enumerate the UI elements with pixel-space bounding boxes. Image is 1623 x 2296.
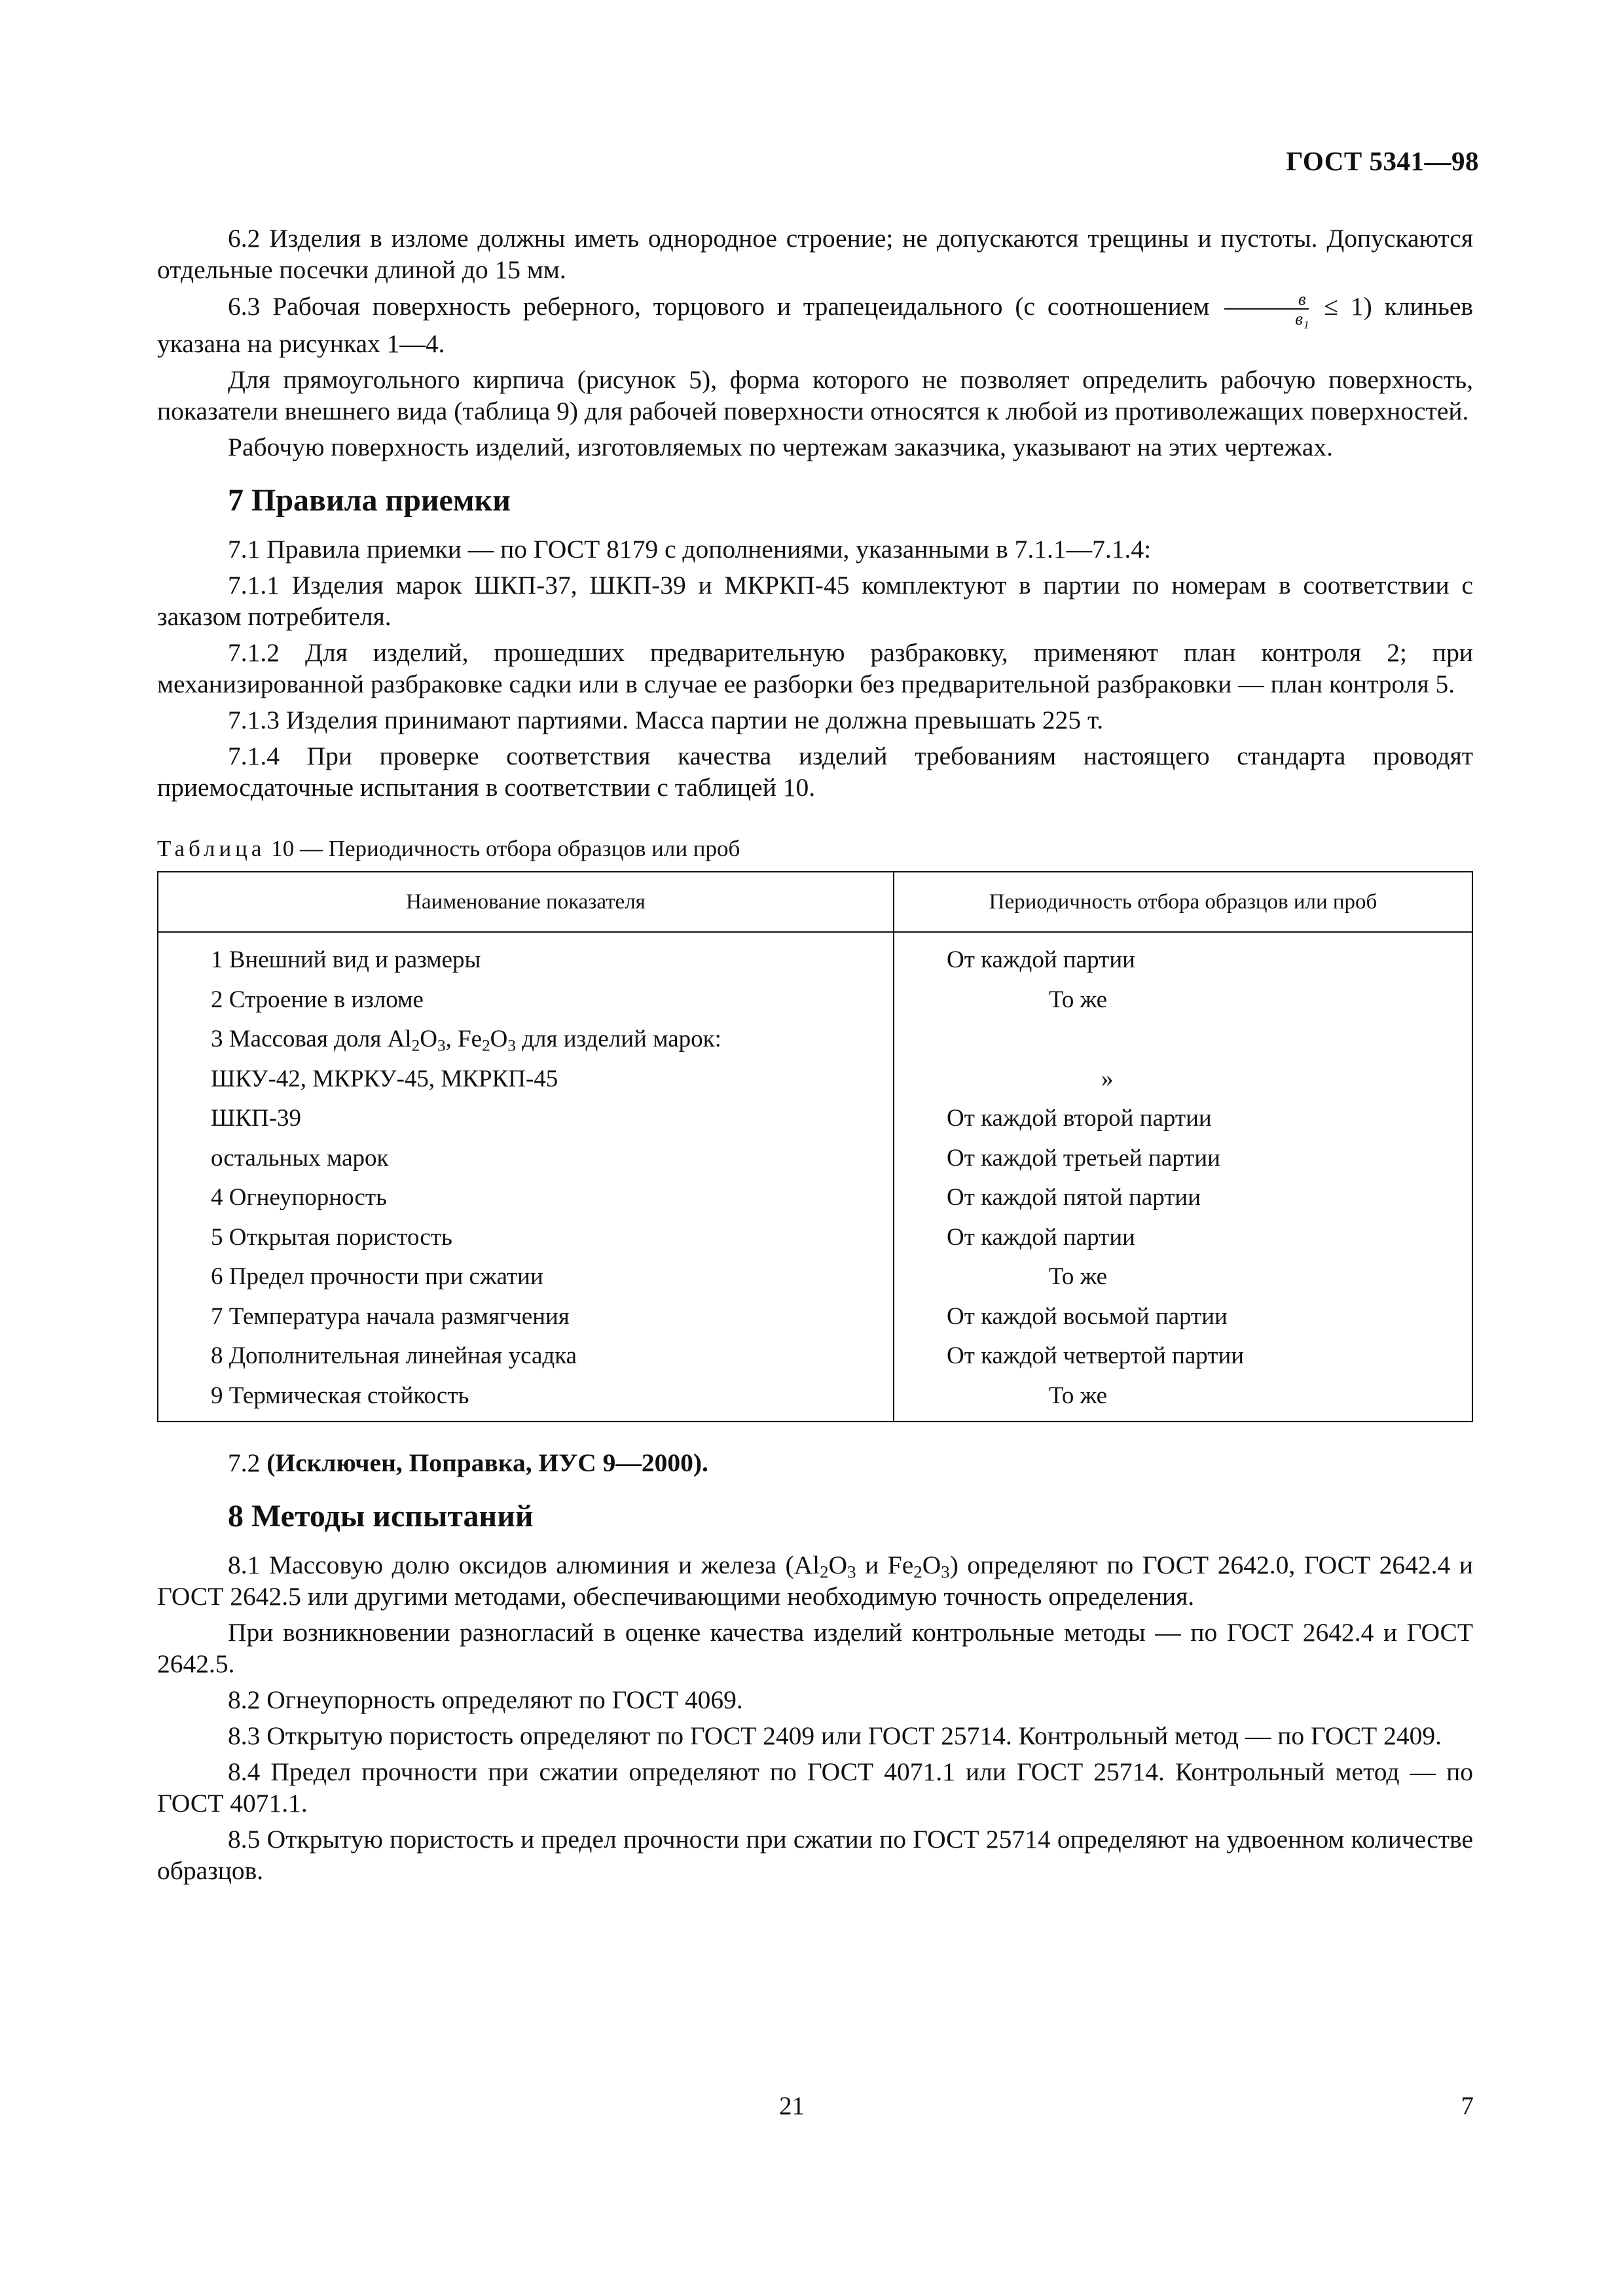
paragraph-7-1-4: 7.1.4 При проверке соответствия качества изделий требованиям настоящего стандарта проводят приемосдаточные испытания в соответствии с таблицей 10. <box>157 742 1473 802</box>
table-row <box>158 1099 1472 1139</box>
table-cell-periodicity: » <box>894 1060 1472 1100</box>
table-row <box>158 1257 1472 1297</box>
table-10 <box>157 871 1473 1422</box>
table-cell-periodicity: От каждой третьей партии <box>894 1139 1472 1179</box>
table-cell-indicator: 5 Открытая пористость <box>158 1218 894 1258</box>
paragraph-6-3-brick: Для прямоугольного кирпича (рисунок 5), форма которого не позволяет определить рабочую поверхность, показатели внешнего вида (таблица 9) для рабочей поверхности относятся к любой из противолежащих поверхностей. <box>157 365 1473 425</box>
subscript: 3 <box>437 1037 446 1055</box>
table-cell-periodicity: От каждой восьмой партии <box>894 1297 1472 1337</box>
table-cell-indicator: остальных марок <box>158 1139 894 1179</box>
table-cell-indicator: 8 Дополнительная линейная усадка <box>158 1336 894 1376</box>
paragraph-6-3-text-end: ≤ 1) клиньев указана на рисунках 1—4. <box>157 292 1474 358</box>
table-row <box>158 1060 1472 1100</box>
paragraph-6-3-customer: Рабочую поверхность изделий, изготовляемых по чертежам заказчика, указывают на этих чертежах. <box>228 433 1334 461</box>
table-caption-label: Таблица <box>157 836 266 861</box>
table-cell-indicator: 9 Термическая стойкость <box>158 1376 894 1422</box>
column-header-periodicity: Периодичность отбора образцов или проб <box>894 872 1472 932</box>
paragraph-6-2: 6.2 Изделия в изломе должны иметь однородное строение; не допускаются трещины и пустоты. Допускаются отдельные посечки длиной до 15 мм. <box>157 224 1473 284</box>
cell-text: 3 Массовая доля Al <box>211 1026 412 1053</box>
paragraph-number: 7.2 <box>228 1448 261 1477</box>
subscript: 2 <box>913 1562 922 1582</box>
subscript: 2 <box>482 1037 490 1055</box>
table-header-row <box>158 872 1472 932</box>
page-number-center: 21 <box>779 2092 805 2120</box>
subscript: 2 <box>820 1562 829 1582</box>
table-row <box>158 1020 1472 1060</box>
paragraph-7-1: 7.1 Правила приемки — по ГОСТ 8179 с дополнениями, указанными в 7.1.1—7.1.4: <box>228 535 1152 564</box>
paragraph-text: и Fe <box>856 1551 914 1579</box>
subscript: 3 <box>507 1037 516 1055</box>
subscript: 2 <box>411 1037 420 1055</box>
table-row <box>158 932 1472 980</box>
section-8-heading: 8 Методы испытаний <box>228 1499 534 1534</box>
paragraph-6-3-text: 6.3 Рабочая поверхность реберного, торцового и трапецеидального (с соотношением <box>228 292 1210 321</box>
paragraph-8-1-disputes: При возникновении разногласий в оценке качества изделий контрольные методы — по ГОСТ 2642.4 и ГОСТ 2642.5. <box>157 1618 1473 1678</box>
paragraph-8-2: 8.2 Огнеупорность определяют по ГОСТ 4069. <box>228 1685 743 1714</box>
table-row <box>158 1297 1472 1337</box>
table-10-caption <box>157 833 1473 865</box>
section-7-heading: 7 Правила приемки <box>228 483 511 518</box>
standard-header: ГОСТ 5341—98 <box>1286 146 1479 176</box>
subscript: 3 <box>847 1562 856 1582</box>
table-cell-periodicity: От каждой пятой партии <box>894 1178 1472 1218</box>
ratio-fraction <box>1224 290 1309 328</box>
table-row <box>158 1218 1472 1258</box>
cell-text: O <box>490 1026 508 1053</box>
subscript: 3 <box>941 1562 950 1582</box>
paragraph-text: 8.1 Массовую долю оксидов алюминия и железа (Al <box>228 1551 820 1579</box>
paragraph-text: O <box>828 1551 848 1579</box>
table-cell-periodicity: От каждой четвертой партии <box>894 1336 1472 1376</box>
fraction-denominator: в₁ <box>1295 309 1309 329</box>
table-cell-periodicity: От каждой партии <box>894 1218 1472 1258</box>
paragraph-8-1 <box>157 1549 1473 1612</box>
paragraph-6-3 <box>157 290 1473 359</box>
table-cell-periodicity: То же <box>894 980 1472 1020</box>
paragraph-7-1-2: 7.1.2 Для изделий, прошедших предварительную разбраковку, применяют план контроля 2; при механизированной разбраковке садки или в случае ее разборки без предварительной разбраковки — план контроля 5. <box>157 638 1473 698</box>
page-content <box>157 223 1473 1891</box>
table-row <box>158 1376 1472 1422</box>
table-cell-periodicity: То же <box>894 1376 1472 1422</box>
paragraph-text: ) определяют по ГОСТ 2642.0, ГОСТ 2642.4 и ГОСТ 2642.5 или другими методами, обеспечивающими необходимую точность определения. <box>157 1551 1473 1611</box>
paragraph-8-5: 8.5 Открытую пористость и предел прочности при сжатии по ГОСТ 25714 определяют на удвоенном количестве образцов. <box>157 1825 1473 1885</box>
fraction-numerator: в <box>1224 290 1309 310</box>
table-row <box>158 1178 1472 1218</box>
page-number-right: 7 <box>1461 2092 1474 2120</box>
cell-text: для изделий марок: <box>515 1026 721 1053</box>
table-row <box>158 1336 1472 1376</box>
column-header-indicator: Наименование показателя <box>158 872 894 932</box>
paragraph-7-1-3: 7.1.3 Изделия принимают партиями. Масса партии не должна превышать 225 т. <box>228 706 1104 734</box>
paragraph-7-2 <box>157 1447 1473 1479</box>
cell-text: , Fe <box>445 1026 483 1053</box>
table-row <box>158 980 1472 1020</box>
paragraph-8-4: 8.4 Предел прочности при сжатии определяют по ГОСТ 4071.1 или ГОСТ 25714. Контрольный метод — по ГОСТ 4071.1. <box>157 1757 1473 1818</box>
table-cell-indicator: 2 Строение в изломе <box>158 980 894 1020</box>
paragraph-7-1-1: 7.1.1 Изделия марок ШКП-37, ШКП-39 и МКРКП-45 комплектуют в партии по номерам в соответствии с заказом потребителя. <box>157 571 1473 631</box>
paragraph-8-3: 8.3 Открытую пористость определяют по ГОСТ 2409 или ГОСТ 25714. Контрольный метод — по ГОСТ 2409. <box>228 1721 1442 1750</box>
table-cell-indicator: 7 Температура начала размягчения <box>158 1297 894 1337</box>
table-caption-title: 10 — Периодичность отбора образцов или проб <box>271 836 740 861</box>
table-cell-indicator: 4 Огнеупорность <box>158 1178 894 1218</box>
table-cell-periodicity: От каждой второй партии <box>894 1099 1472 1139</box>
paragraph-text: O <box>922 1551 941 1579</box>
table-cell-indicator: ШКП-39 <box>158 1099 894 1139</box>
table-cell-indicator: 6 Предел прочности при сжатии <box>158 1257 894 1297</box>
amendment-note: (Исключен, Поправка, ИУС 9—2000). <box>266 1448 708 1477</box>
table-cell-indicator <box>158 1020 894 1060</box>
table-cell-periodicity: То же <box>894 1257 1472 1297</box>
table-cell-periodicity <box>894 1020 1472 1060</box>
table-row <box>158 1139 1472 1179</box>
cell-text: O <box>420 1026 437 1053</box>
table-cell-periodicity: От каждой партии <box>894 932 1472 980</box>
table-cell-indicator: ШКУ-42, МКРКУ-45, МКРКП-45 <box>158 1060 894 1100</box>
table-cell-indicator: 1 Внешний вид и размеры <box>158 932 894 980</box>
